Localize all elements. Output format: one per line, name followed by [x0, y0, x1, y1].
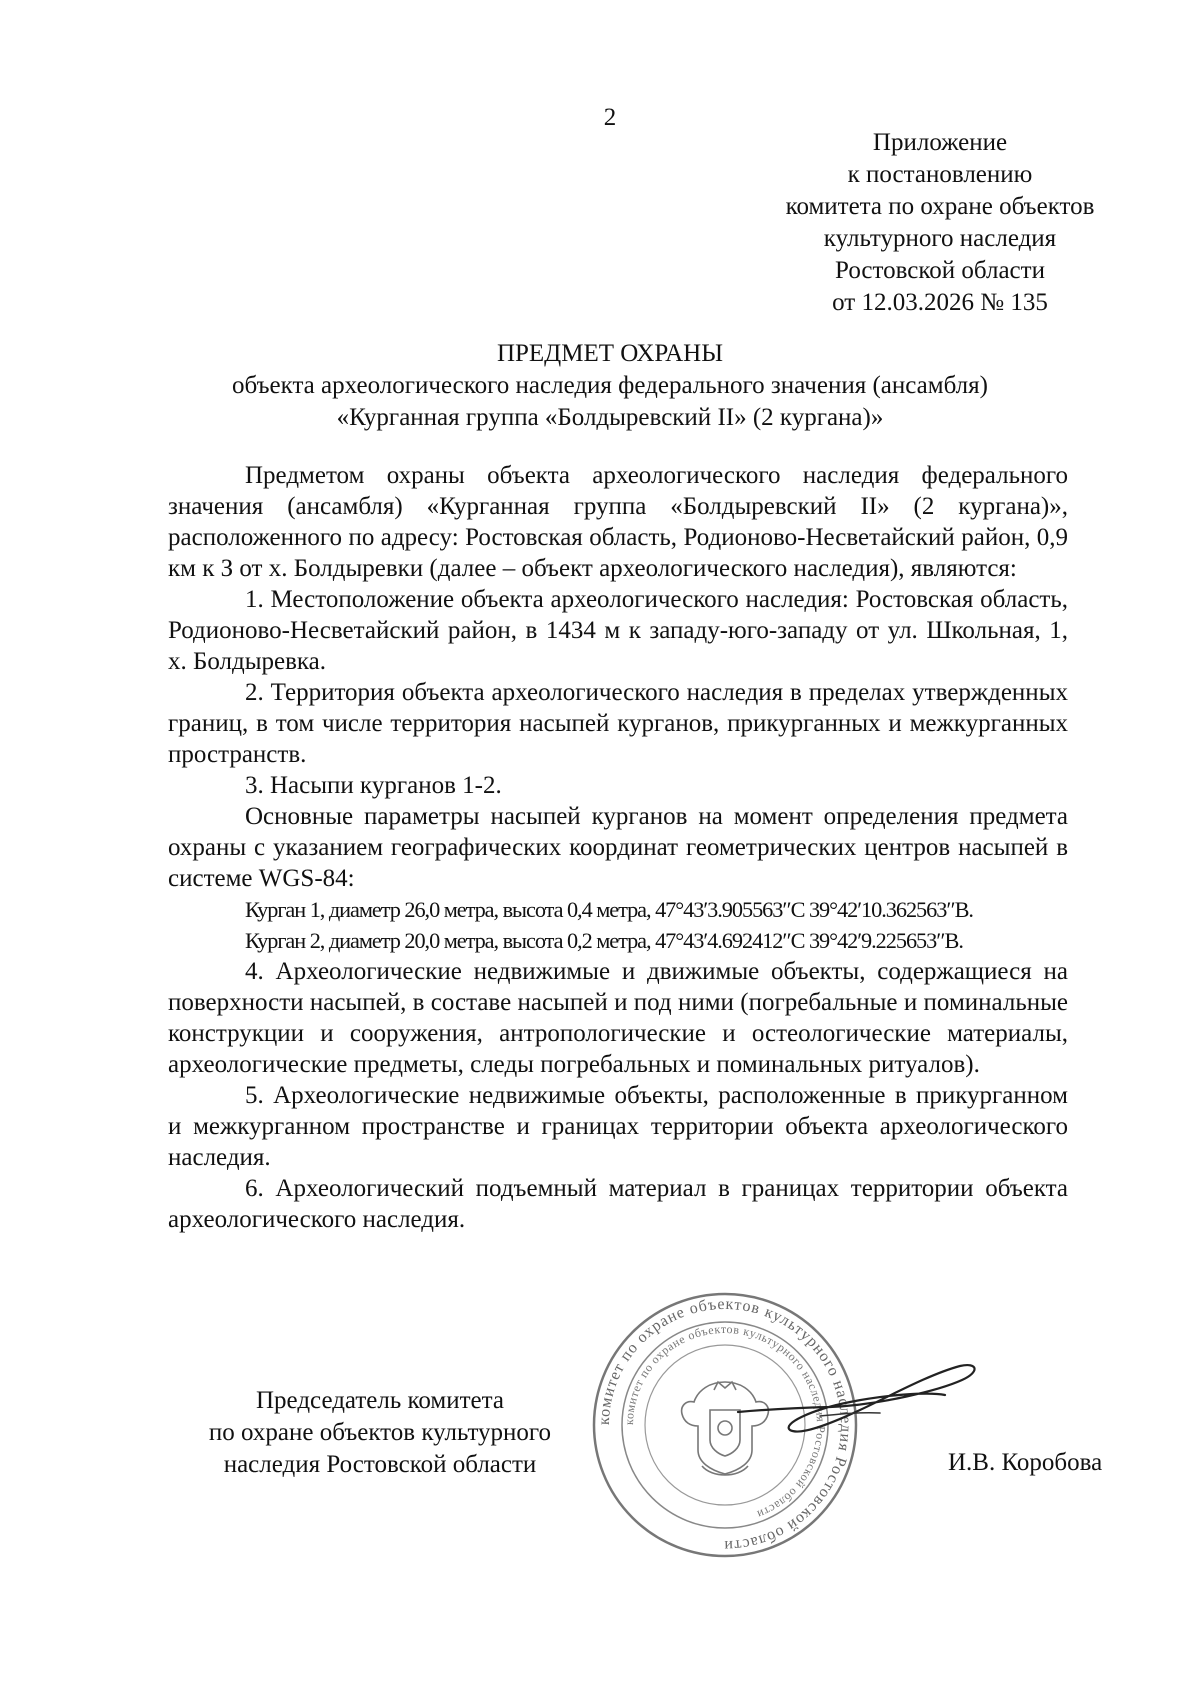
title-subtitle: объекта археологического наследия федерального значения (ансамбля) — [232, 372, 988, 399]
page-number: 2 — [603, 104, 617, 131]
intro-paragraph: Предметом охраны объекта археологического наследия федерального значения (ансамбля) «Курганная группа «Болдыревский II» (2 кургана)», расположенного по адресу: Ростовская область, Родионово-Несветайский район, 0,9 км к З от х. Болдыревки (далее – объект археологического наследия), являются: — [168, 462, 1068, 582]
mound-2-line: Курган 2, диаметр 20,0 метра, высота 0,2 метра, 47°43′4.692412″С 39°42′9.225653″В. — [245, 928, 963, 953]
appendix-line: комитета по охране объектов — [785, 193, 1095, 220]
appendix-line: Ростовской области — [835, 257, 1045, 284]
appendix-line: культурного наследия — [823, 225, 1057, 252]
signer-position-line: наследия Ростовской области — [223, 1451, 537, 1478]
seal-outer-ring-text: комитет по охране объектов культурного наследия Ростовской области — [595, 1295, 855, 1555]
title-heading: ПРЕДМЕТ ОХРАНЫ — [496, 340, 724, 367]
item-5-immovable: 5. Археологические недвижимые объекты, расположенные в прикурганном и межкурганном пространстве и границах территории объекта археологического наследия. — [168, 1082, 1068, 1171]
item-3-mounds: 3. Насыпи курганов 1-2. — [245, 772, 502, 799]
mound-1-line: Курган 1, диаметр 26,0 метра, высота 0,4 метра, 47°43′3.905563″С 39°42′10.362563″В. — [245, 897, 973, 922]
appendix-date-number: от 12.03.2026 № 135 — [832, 289, 1048, 316]
title-object-name: «Курганная группа «Болдыревский II» (2 кургана)» — [336, 404, 884, 431]
signer-position-line: по охране объектов культурного — [208, 1419, 552, 1446]
signer-name: И.В. Коробова — [948, 1449, 1103, 1476]
item-1-location: 1. Местоположение объекта археологического наследия: Ростовская область, Родионово-Несветайский район, в 1434 м к западу-юго-западу от ул. Школьная, 1, х. Болдыревка. — [168, 586, 1068, 675]
appendix-block — [740, 127, 1140, 319]
seal-inner-ring-text: комитет по охране объектов культурного наследия Ростовской области — [621, 1321, 829, 1522]
appendix-line: к постановлению — [847, 161, 1033, 188]
appendix-line: Приложение — [872, 129, 1008, 156]
item-4-objects: 4. Археологические недвижимые и движимые объекты, содержащиеся на поверхности насыпей, в составе насыпей и под ними (погребальные и поминальные конструкции и сооружения, антропологические и остеологические материалы, археологические предметы, следы погребальных и поминальных ритуалов). — [168, 958, 1068, 1078]
item-2-territory: 2. Территория объекта археологического наследия в пределах утвержденных границ, в том числе территория насыпей курганов, прикурганных и межкурганных пространств. — [168, 679, 1068, 768]
params-paragraph: Основные параметры насыпей курганов на момент определения предмета охраны с указанием географических координат геометрических центров насыпей в системе WGS-84: — [168, 803, 1068, 892]
signer-position-line: Председатель комитета — [256, 1387, 504, 1414]
document-body — [168, 460, 1068, 1235]
item-6-surface-material: 6. Археологический подъемный материал в границах территории объекта археологического наследия. — [168, 1175, 1068, 1233]
document-title — [160, 338, 1060, 434]
signer-position — [170, 1385, 590, 1481]
